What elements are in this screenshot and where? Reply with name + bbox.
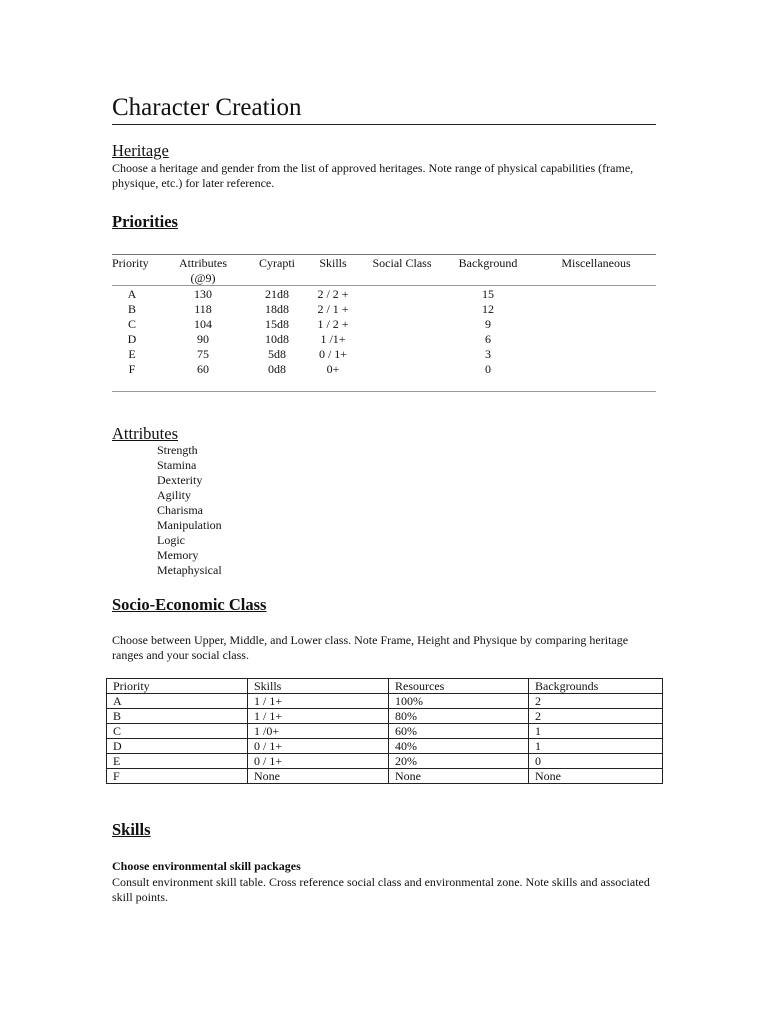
priorities-cell-priority: C: [127, 317, 136, 331]
priorities-cell-skills: 0+: [326, 362, 340, 376]
table-cell: 0 / 1+: [248, 754, 389, 769]
priorities-header-background: Background: [458, 256, 518, 270]
priorities-cell-skills: 1 / 2 +: [317, 317, 349, 331]
priorities-cell-background: 9: [485, 317, 491, 331]
title-rule: [112, 124, 656, 125]
priorities-cell-priority: B: [127, 302, 136, 316]
priorities-header-skills: Skills: [319, 256, 347, 270]
priorities-cell-background: 15: [482, 287, 494, 301]
priorities-cell-attributes: 75: [197, 347, 209, 361]
priorities-cell-priority: A: [127, 287, 137, 301]
list-item: Memory: [157, 548, 199, 562]
priorities-table-top-rule: [112, 254, 656, 255]
heritage-text: Choose a heritage and gender from the list of approved heritages. Note range of physical capabilities (frame, physique, etc.) for later reference.: [112, 161, 634, 190]
priorities-cell-skills: 2 / 1 +: [317, 302, 349, 316]
table-cell: A: [107, 694, 248, 709]
table-cell: C: [107, 724, 248, 739]
table-row: [107, 739, 663, 754]
priorities-cell-priority: F: [128, 362, 136, 376]
priorities-cell-cyrapti: 21d8: [265, 287, 289, 301]
table-cell: 1: [529, 739, 663, 754]
priorities-cell-skills: 1 /1+: [320, 332, 346, 346]
priorities-cell-attributes: 130: [194, 287, 212, 301]
priorities-cell-skills: 2 / 2 +: [317, 287, 349, 301]
table-cell: E: [107, 754, 248, 769]
table-cell: None: [529, 769, 663, 784]
table-cell: 40%: [389, 739, 529, 754]
table-cell: None: [389, 769, 529, 784]
skills-text: Consult environment skill table. Cross reference social class and environmental zone. Note skills and associated skill points.: [112, 875, 650, 904]
priorities-cell-cyrapti: 0d8: [268, 362, 286, 376]
table-row: [107, 754, 663, 769]
priorities-cell-cyrapti: 5d8: [268, 347, 286, 361]
list-item: Manipulation: [157, 518, 222, 532]
priorities-table-header-rule: [112, 285, 656, 286]
table-header-cell: Priority: [107, 679, 248, 694]
heritage-heading: Heritage: [112, 141, 169, 160]
table-cell: 0 / 1+: [248, 739, 389, 754]
priorities-cell-skills: 0 / 1+: [318, 347, 348, 361]
priorities-cell-attributes: 104: [194, 317, 212, 331]
priorities-table-bottom-rule: [112, 391, 656, 392]
table-cell: None: [248, 769, 389, 784]
table-row: [107, 709, 663, 724]
page-title: Character Creation: [112, 94, 302, 121]
table-cell: 1 / 1+: [248, 709, 389, 724]
priorities-cell-attributes: 118: [194, 302, 212, 316]
list-item: Charisma: [157, 503, 203, 517]
priorities-cell-cyrapti: 18d8: [265, 302, 289, 316]
table-cell: 2: [529, 709, 663, 724]
table-cell: 0: [529, 754, 663, 769]
priorities-header-priority: Priority: [112, 256, 149, 270]
table-cell: 100%: [389, 694, 529, 709]
priorities-cell-attributes: 90: [197, 332, 209, 346]
table-cell: 1: [529, 724, 663, 739]
priorities-header-cyrapti: Cyrapti: [259, 256, 295, 270]
table-cell: D: [107, 739, 248, 754]
priorities-cell-background: 6: [485, 332, 491, 346]
priorities-cell-priority: D: [127, 332, 137, 346]
table-row: [107, 694, 663, 709]
table-cell: F: [107, 769, 248, 784]
attributes-list: [157, 443, 222, 578]
table-cell: 1 / 1+: [248, 694, 389, 709]
table-cell: 20%: [389, 754, 529, 769]
priorities-heading: Priorities: [112, 212, 178, 231]
table-row: [107, 769, 663, 784]
skills-heading: Skills: [112, 820, 151, 839]
table-cell: 60%: [389, 724, 529, 739]
table-row: [107, 724, 663, 739]
socio-economic-text: Choose between Upper, Middle, and Lower class. Note Frame, Height and Physique by comparing heritage ranges and your social class.: [112, 633, 629, 662]
priorities-cell-background: 12: [482, 302, 494, 316]
table-header-row: [107, 679, 663, 694]
list-item: Stamina: [157, 458, 197, 472]
table-header-cell: Backgrounds: [529, 679, 663, 694]
priorities-cell-cyrapti: 10d8: [265, 332, 289, 346]
priorities-cell-background: 0: [485, 362, 491, 376]
table-header-cell: Resources: [389, 679, 529, 694]
list-item: Metaphysical: [157, 563, 222, 577]
list-item: Logic: [157, 533, 185, 547]
table-cell: B: [107, 709, 248, 724]
priorities-header-miscellaneous: Miscellaneous: [561, 256, 631, 270]
priorities-header-attributes: Attributes (@9): [179, 256, 227, 285]
attributes-heading: Attributes: [112, 424, 178, 443]
priorities-cell-cyrapti: 15d8: [265, 317, 289, 331]
table-header-cell: Skills: [248, 679, 389, 694]
priorities-cell-priority: E: [128, 347, 136, 361]
priorities-cell-attributes: 60: [197, 362, 209, 376]
skills-subheading: Choose environmental skill packages: [112, 859, 301, 873]
priorities-cell-background: 3: [485, 347, 491, 361]
table-cell: 1 /0+: [248, 724, 389, 739]
table-cell: 80%: [389, 709, 529, 724]
list-item: Strength: [157, 443, 198, 457]
table-cell: 2: [529, 694, 663, 709]
list-item: Dexterity: [157, 473, 203, 487]
socio-economic-table: [106, 678, 663, 784]
socio-economic-heading: Socio-Economic Class: [112, 595, 267, 614]
priorities-header-social-class: Social Class: [372, 256, 432, 270]
list-item: Agility: [157, 488, 192, 502]
